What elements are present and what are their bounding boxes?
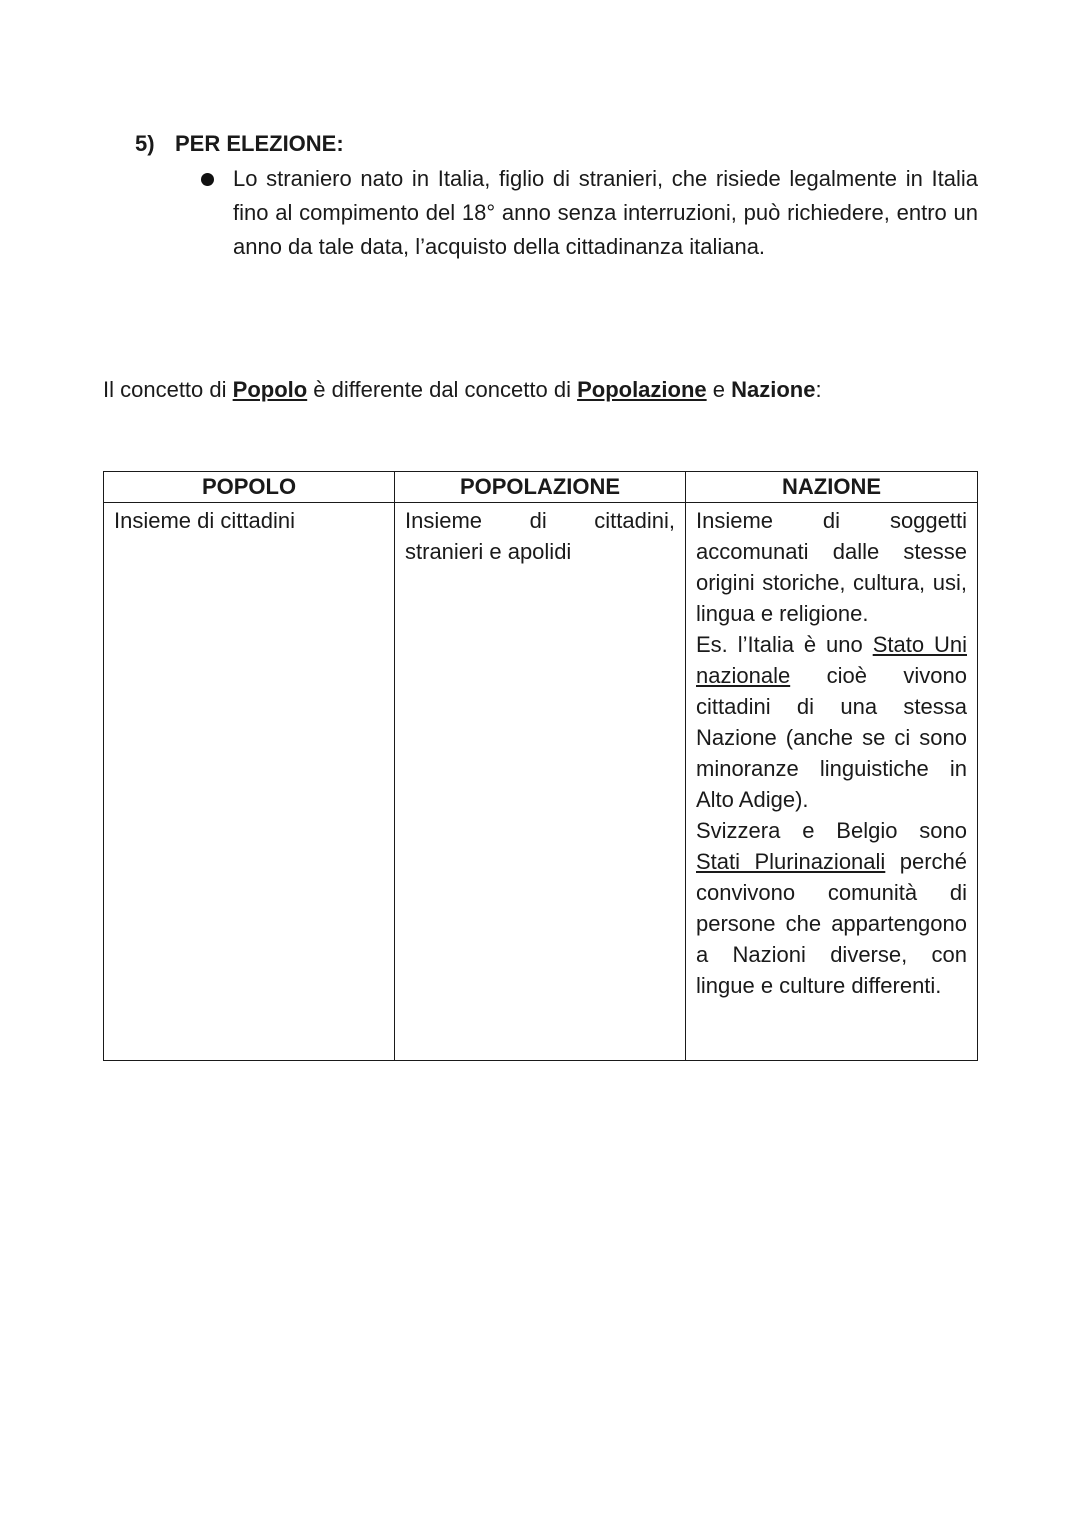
cell-nazione (686, 503, 978, 1061)
intro-text: : (815, 377, 822, 402)
nazione-definition: Insieme di soggetti accomunati dalle stesse origini storiche, cultura, usi, lingua e religione. (696, 508, 967, 626)
intro-text: e (706, 377, 732, 402)
table-row (104, 503, 978, 1061)
term-stato-uninazionale: Stato Uni nazionale (696, 632, 967, 688)
header-nazione: NAZIONE (686, 472, 978, 503)
section-title: PER ELEZIONE: (175, 131, 344, 156)
term-stati-plurinazionali: Stati Plurinazionali (696, 849, 886, 874)
table-header-row (104, 472, 978, 503)
term-nazione: Nazione (731, 377, 816, 402)
term-popolo: Popolo (232, 377, 308, 402)
cell-popolazione (395, 503, 686, 1061)
intro-text: è differente dal concetto di (307, 377, 578, 402)
example-text: perché convivono comunità di persone che appartengono a Nazioni diverse, con lingue e culture differenti. (696, 849, 967, 998)
example-text: Es. l’Italia è uno (696, 632, 873, 657)
section-number: 5) (135, 131, 155, 156)
header-popolo: POPOLO (104, 472, 395, 503)
cell-popolo (104, 503, 395, 1061)
concepts-table (103, 471, 978, 1061)
example-text: Svizzera e Belgio sono (696, 818, 967, 843)
term-popolazione: Popolazione (577, 377, 707, 402)
nazione-example-svizzera-belgio (696, 815, 967, 1001)
bullet-icon (201, 173, 214, 186)
header-popolazione: POPOLAZIONE (395, 472, 686, 503)
section-heading (135, 128, 344, 160)
example-text: cioè vivono cittadini di una stessa Nazione (anche se ci sono minoranze linguistiche in Alto Adige). (696, 663, 967, 812)
bullet-paragraph: Lo straniero nato in Italia, figlio di stranieri, che risiede legalmente in Italia fino al compimento del 18° anno senza interruzioni, può richiedere, entro un anno da tale data, l’acquisto della cittadinanza italiana. (233, 166, 978, 259)
intro-sentence (103, 374, 822, 406)
popolazione-definition: Insieme di cittadini, stranieri e apolidi (405, 508, 675, 564)
intro-text: Il concetto di (103, 377, 233, 402)
nazione-example-italia (696, 629, 967, 815)
popolo-definition: Insieme di cittadini (114, 508, 295, 533)
